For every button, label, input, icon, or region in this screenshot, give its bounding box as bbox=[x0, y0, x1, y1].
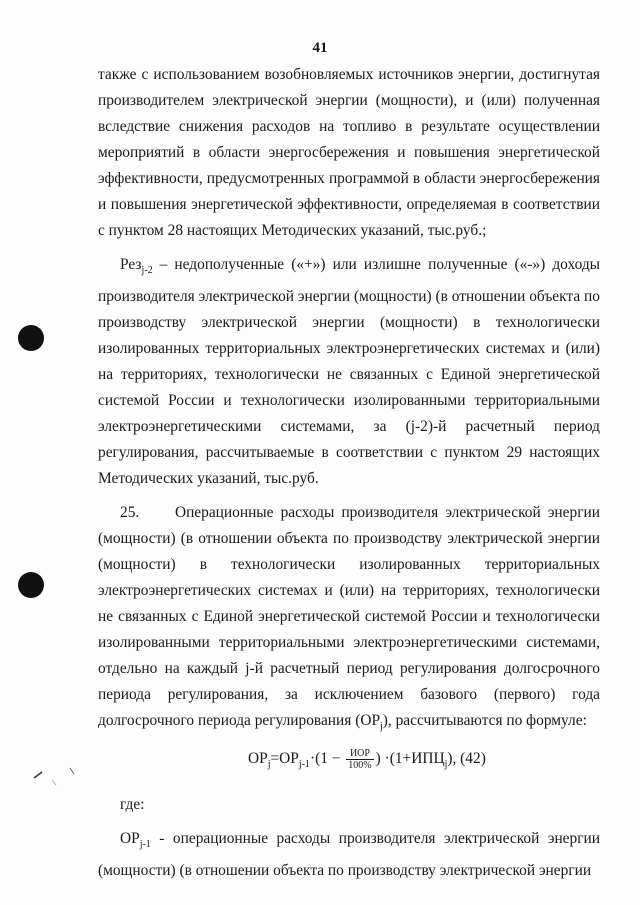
formula-lhs: ОР bbox=[248, 750, 268, 768]
fraction-denominator: 100% bbox=[348, 760, 372, 772]
term: Рез bbox=[120, 256, 142, 273]
term-subscript: j-1 bbox=[139, 839, 151, 851]
section-text: Операционные расходы производителя электрической энергии (мощности) (в отношении объекта по производству электрической энергии (мощности) в технологически изолированных территориальных электроэнергетических системах и (или) на территориях, технологически не связанных с Единой энергетической системой России и технологически изолированными территориальными электроэнергетическими системами, отдельно на каждый j-й расчетный период регулирования долгосрочного периода регулирования, за исключением базового (первого) года долгосрочного периода регулирования (ОР bbox=[98, 504, 600, 730]
term: ОР bbox=[120, 830, 140, 848]
formula-end: ), (42) bbox=[447, 750, 486, 768]
fraction-numerator: ИОР bbox=[346, 748, 373, 760]
definition-text: – недополученные («+») или излишне полученные («-») доходы производителя электрической энергии (мощности) (в отношении объекта по производству электрической энергии (мощности) в технологически изолированных территориальных электроэнергетических системах и (или) на территориях, технологически не связанных с Единой энергетической системой России и технологически изолированными территориальными электроэнергетическими системами, за (j-2)-й расчетный период регулирования, рассчитываемые в соответствии с пунктом 29 настоящих Методических указаний, тыс.руб. bbox=[98, 256, 600, 488]
formula bbox=[98, 746, 600, 778]
formula-after-sub: j bbox=[444, 759, 448, 771]
paragraph: также с использованием возобновляемых источников энергии, достигнутая производителем электрической энергии (мощности), и (или) полученная вследствие снижения расходов на топливо в результате осуществлении мероприятий в области энергосбережения и повышения энергетической эффективности, предусмотренных программой в области энергосбережения и повышения энергетической эффективности, определяемая в соответствии с пунктом 28 настоящих Методических указаний, тыс.руб.; bbox=[98, 66, 600, 239]
formula-eq-sub: j-1 bbox=[298, 759, 310, 771]
where-label: где: bbox=[120, 796, 145, 814]
page-number: 41 bbox=[312, 40, 328, 56]
definition-text: - операционные расходы производителя электрической энергии (мощности) (в отношении объекта по производству электрической энергии bbox=[98, 830, 600, 880]
section-subscript: j bbox=[380, 721, 383, 733]
section-number: 25. bbox=[120, 504, 140, 522]
term-subscript: j-2 bbox=[141, 265, 153, 277]
pencil-mark bbox=[30, 760, 80, 790]
formula-mid: ·(1 − bbox=[309, 750, 341, 768]
paragraph-definition bbox=[98, 252, 600, 492]
document-body bbox=[98, 62, 600, 884]
punch-hole bbox=[18, 572, 44, 598]
formula-eq: =ОР bbox=[270, 750, 299, 768]
formula-lhs-sub: j bbox=[267, 759, 271, 771]
paragraph-section bbox=[98, 500, 600, 740]
formula-fraction bbox=[346, 748, 373, 771]
paragraph-definition bbox=[98, 826, 600, 884]
formula-after-fraction: ) ·(1+ИПЦ bbox=[375, 750, 445, 768]
section-text-end: ), рассчитываются по формуле: bbox=[382, 712, 587, 730]
punch-hole bbox=[18, 325, 44, 351]
